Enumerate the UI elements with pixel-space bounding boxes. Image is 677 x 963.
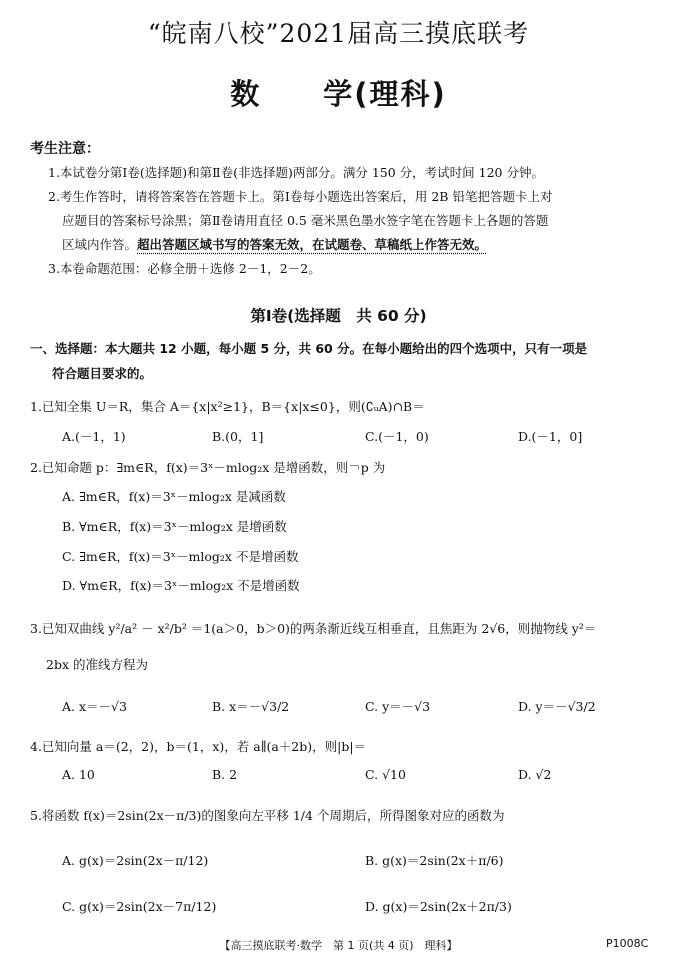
- subject-title: 数 学(理科): [230, 77, 447, 111]
- exam-title: “皖南八校”2021届高三摸底联考: [147, 19, 530, 48]
- q1-option-c: C.(－1，0): [365, 429, 429, 444]
- q3-stem-1: 3.已知双曲线 y²/a² － x²/b² ＝1(a＞0，b＞0)的两条渐近线互相垂直，且焦距为 2√6，则抛物线 y²＝: [30, 621, 597, 636]
- q1-stem: 1.已知全集 U＝R，集合 A＝{x|x²≥1}，B＝{x|x≤0}，则(∁ᵤA)∩B＝: [30, 399, 425, 414]
- q4-stem: 4.已知向量 a＝(2，2)，b＝(1，x)，若 a∥(a＋2b)，则|b|＝: [30, 739, 367, 754]
- q1-option-b: B.(0，1]: [212, 429, 264, 444]
- q3-stem-2: 2bx 的准线方程为: [46, 657, 148, 672]
- q5-option-c: C. g(x)＝2sin(2x－7π/12): [62, 899, 217, 914]
- section-heading: 第Ⅰ卷(选择题 共 60 分): [250, 307, 427, 325]
- q3-option-d: D. y＝－√3/2: [518, 699, 596, 714]
- q2-option-a: A. ∃m∈R，f(x)＝3ˣ－mlog₂x 是减函数: [62, 489, 286, 504]
- notice-line-5: 3.本卷命题范围：必修全册＋选修 2－1，2－2。: [48, 261, 321, 276]
- q4-option-d: D. √2: [518, 767, 552, 782]
- q4-option-b: B. 2: [212, 767, 238, 782]
- paper-code: P1008C: [606, 937, 649, 950]
- page-footer: 【高三摸底联考·数学 第 1 页(共 4 页) 理科】: [219, 939, 458, 952]
- notice-line-3: 应题目的答案标号涂黑；第Ⅱ卷请用直径 0.5 毫米黑色墨水签字笔在答题卡上各题的答题: [62, 213, 549, 228]
- q5-option-b: B. g(x)＝2sin(2x＋π/6): [365, 853, 504, 868]
- q2-option-b: B. ∀m∈R，f(x)＝3ˣ－mlog₂x 是增函数: [62, 519, 287, 534]
- q4-option-a: A. 10: [62, 767, 95, 782]
- q3-option-c: C. y＝－√3: [365, 699, 431, 714]
- section-intro-1: 一、选择题：本大题共 12 小题，每小题 5 分，共 60 分。在每小题给出的四个选项中，只有一项是: [30, 341, 588, 356]
- notice-warning: 超出答题区域书写的答案无效，在试题卷、草稿纸上作答无效。: [137, 237, 488, 252]
- q3-option-a: A. x＝－√3: [62, 699, 127, 714]
- notice-line-4: [62, 235, 487, 253]
- q1-option-d: D.(－1，0]: [518, 429, 583, 444]
- q5-option-a: A. g(x)＝2sin(2x－π/12): [62, 853, 209, 868]
- q5-stem: 5.将函数 f(x)＝2sin(2x－π/3)的图象向左平移 1/4 个周期后，所得图象对应的函数为: [30, 808, 505, 823]
- q1-option-a: A.(－1，1): [62, 429, 126, 444]
- section-intro-2: 符合题目要求的。: [52, 366, 153, 381]
- q2-option-d: D. ∀m∈R，f(x)＝3ˣ－mlog₂x 不是增函数: [62, 578, 300, 593]
- q5-option-d: D. g(x)＝2sin(2x＋2π/3): [365, 899, 512, 914]
- q2-stem: 2.已知命题 p：∃m∈R，f(x)＝3ˣ－mlog₂x 是增函数，则￢p 为: [30, 460, 386, 475]
- notice-line-1: 1.本试卷分第Ⅰ卷(选择题)和第Ⅱ卷(非选择题)两部分。满分 150 分，考试时间 120 分钟。: [48, 165, 544, 180]
- q2-option-c: C. ∃m∈R，f(x)＝3ˣ－mlog₂x 不是增函数: [62, 549, 299, 564]
- notice-line-2: 2.考生作答时，请将答案答在答题卡上。第Ⅰ卷每小题选出答案后，用 2B 铅笔把答题卡上对: [48, 189, 553, 204]
- q3-option-b: B. x＝－√3/2: [212, 699, 290, 714]
- q4-option-c: C. √10: [365, 767, 406, 782]
- notice-heading: 考生注意：: [30, 141, 100, 157]
- notice-line-4-text: 区域内作答。: [62, 237, 138, 252]
